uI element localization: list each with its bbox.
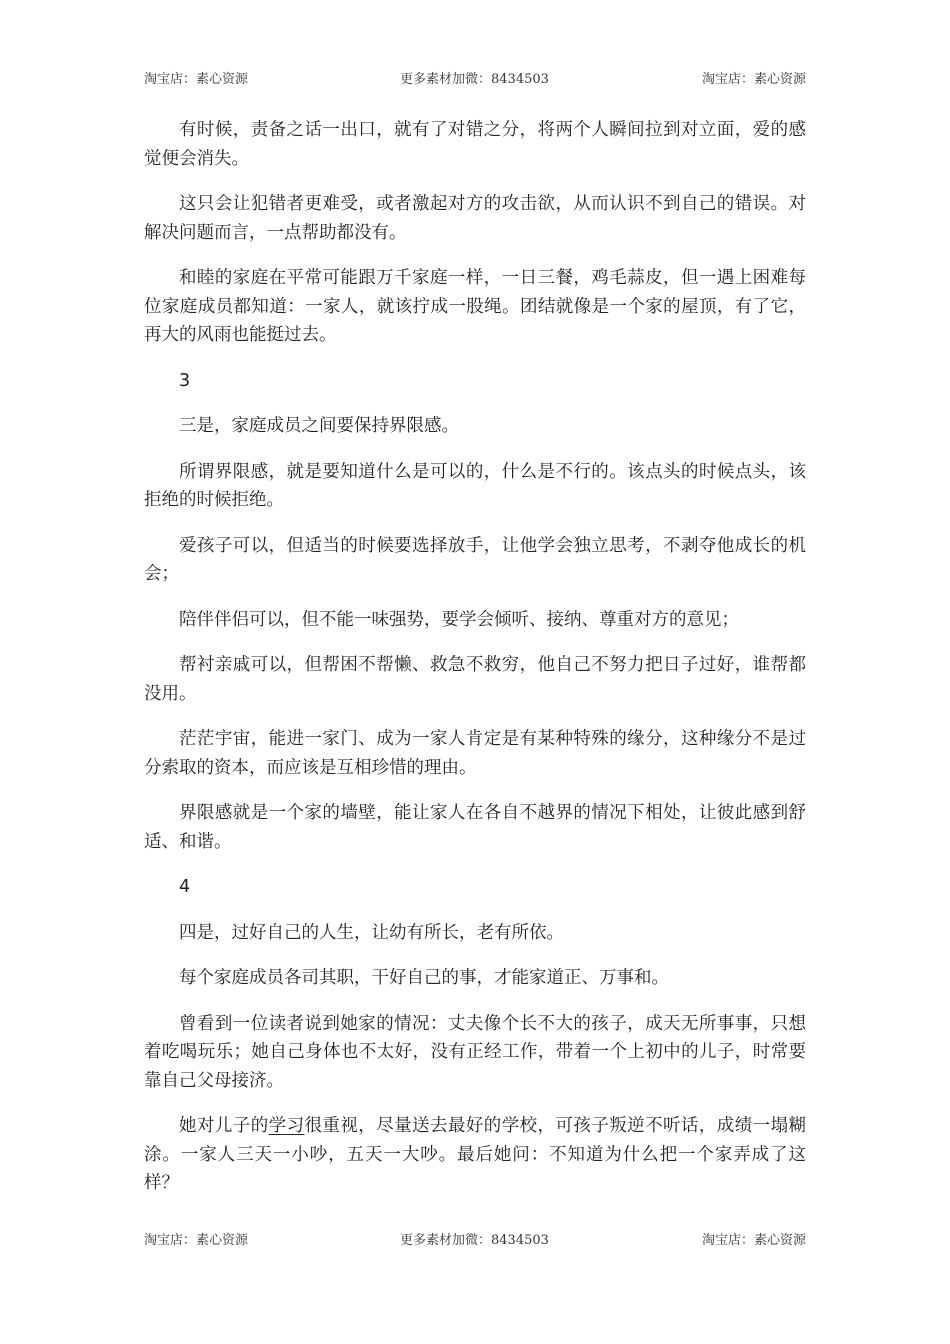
- paragraph: 茫茫宇宙，能进一家门、成为一家人肯定是有某种特殊的缘分，这种缘分不是过分索取的资本，而应该是互相珍惜的理由。: [144, 729, 806, 778]
- section-heading: 四是，过好自己的人生，让幼有所长，老有所依。: [179, 922, 564, 943]
- paragraph: 有时候，责备之话一出口，就有了对错之分，将两个人瞬间拉到对立面，爱的感觉便会消失。: [144, 120, 806, 169]
- paragraph: 每个家庭成员各司其职，干好自己的事，才能家道正、万事和。: [179, 968, 669, 988]
- page-header: [144, 68, 806, 88]
- section-number: 3: [179, 370, 191, 391]
- paragraph-text-before: 她对儿子的: [179, 1116, 269, 1136]
- paragraph: 爱孩子可以，但适当的时候要选择放手，让他学会独立思考，不剥夺他成长的机会；: [144, 535, 806, 584]
- header-left-text: 淘宝店：素心资源: [144, 72, 249, 87]
- section-heading: 三是，家庭成员之间要保持界限感。: [179, 416, 459, 436]
- page-footer: [144, 1229, 806, 1249]
- paragraph: 界限感就是一个家的墙壁，能让家人在各自不越界的情况下相处，让彼此感到舒适、和谐。: [144, 803, 806, 852]
- paragraph: 帮衬亲戚可以，但帮困不帮懒、救急不救穷，他自己不努力把日子过好，谁帮都没用。: [144, 655, 806, 704]
- paragraph-with-link: [144, 1112, 806, 1198]
- header-center-text: 更多素材加微：8434503: [400, 72, 549, 87]
- paragraph: 曾看到一位读者说到她家的情况：丈夫像个长不大的孩子，成天无所事事，只想着吃喝玩乐；她自己身体也不太好，没有正经工作，带着一个上初中的儿子，时常要靠自己父母接济。: [144, 1013, 806, 1091]
- article-body: [144, 116, 806, 1215]
- paragraph: 所谓界限感，就是要知道什么是可以的，什么是不行的。该点头的时候点头，该拒绝的时候拒绝。: [144, 461, 806, 510]
- section-number: 4: [179, 877, 191, 897]
- footer-center-text: 更多素材加微：8434503: [400, 1233, 549, 1248]
- paragraph: 陪伴伴侣可以，但不能一味强势，要学会倾听、接纳、尊重对方的意见；: [179, 609, 739, 630]
- header-right-text: 淘宝店：素心资源: [701, 72, 806, 87]
- study-link[interactable]: 学习: [268, 1116, 305, 1136]
- paragraph-text-after: 很重视，尽量送去最好的学校，可孩子叛逆不听话，成绩一塌糊涂。一家人三天一小吵，五天一大吵。最后她问：不知道为什么把一个家弄成了这样？: [144, 1116, 807, 1193]
- footer-right-text: 淘宝店：素心资源: [701, 1233, 806, 1248]
- paragraph: 和睦的家庭在平常可能跟万千家庭一样，一日三餐，鸡毛蒜皮，但一遇上困难每位家庭成员都知道：一家人，就该拧成一股绳。团结就像是一个家的屋顶，有了它，再大的风雨也能挺过去。: [144, 268, 806, 345]
- paragraph: 这只会让犯错者更难受，或者激起对方的攻击欲，从而认识不到自己的错误。对解决问题而言，一点帮助都没有。: [144, 194, 806, 243]
- footer-left-text: 淘宝店：素心资源: [144, 1233, 249, 1248]
